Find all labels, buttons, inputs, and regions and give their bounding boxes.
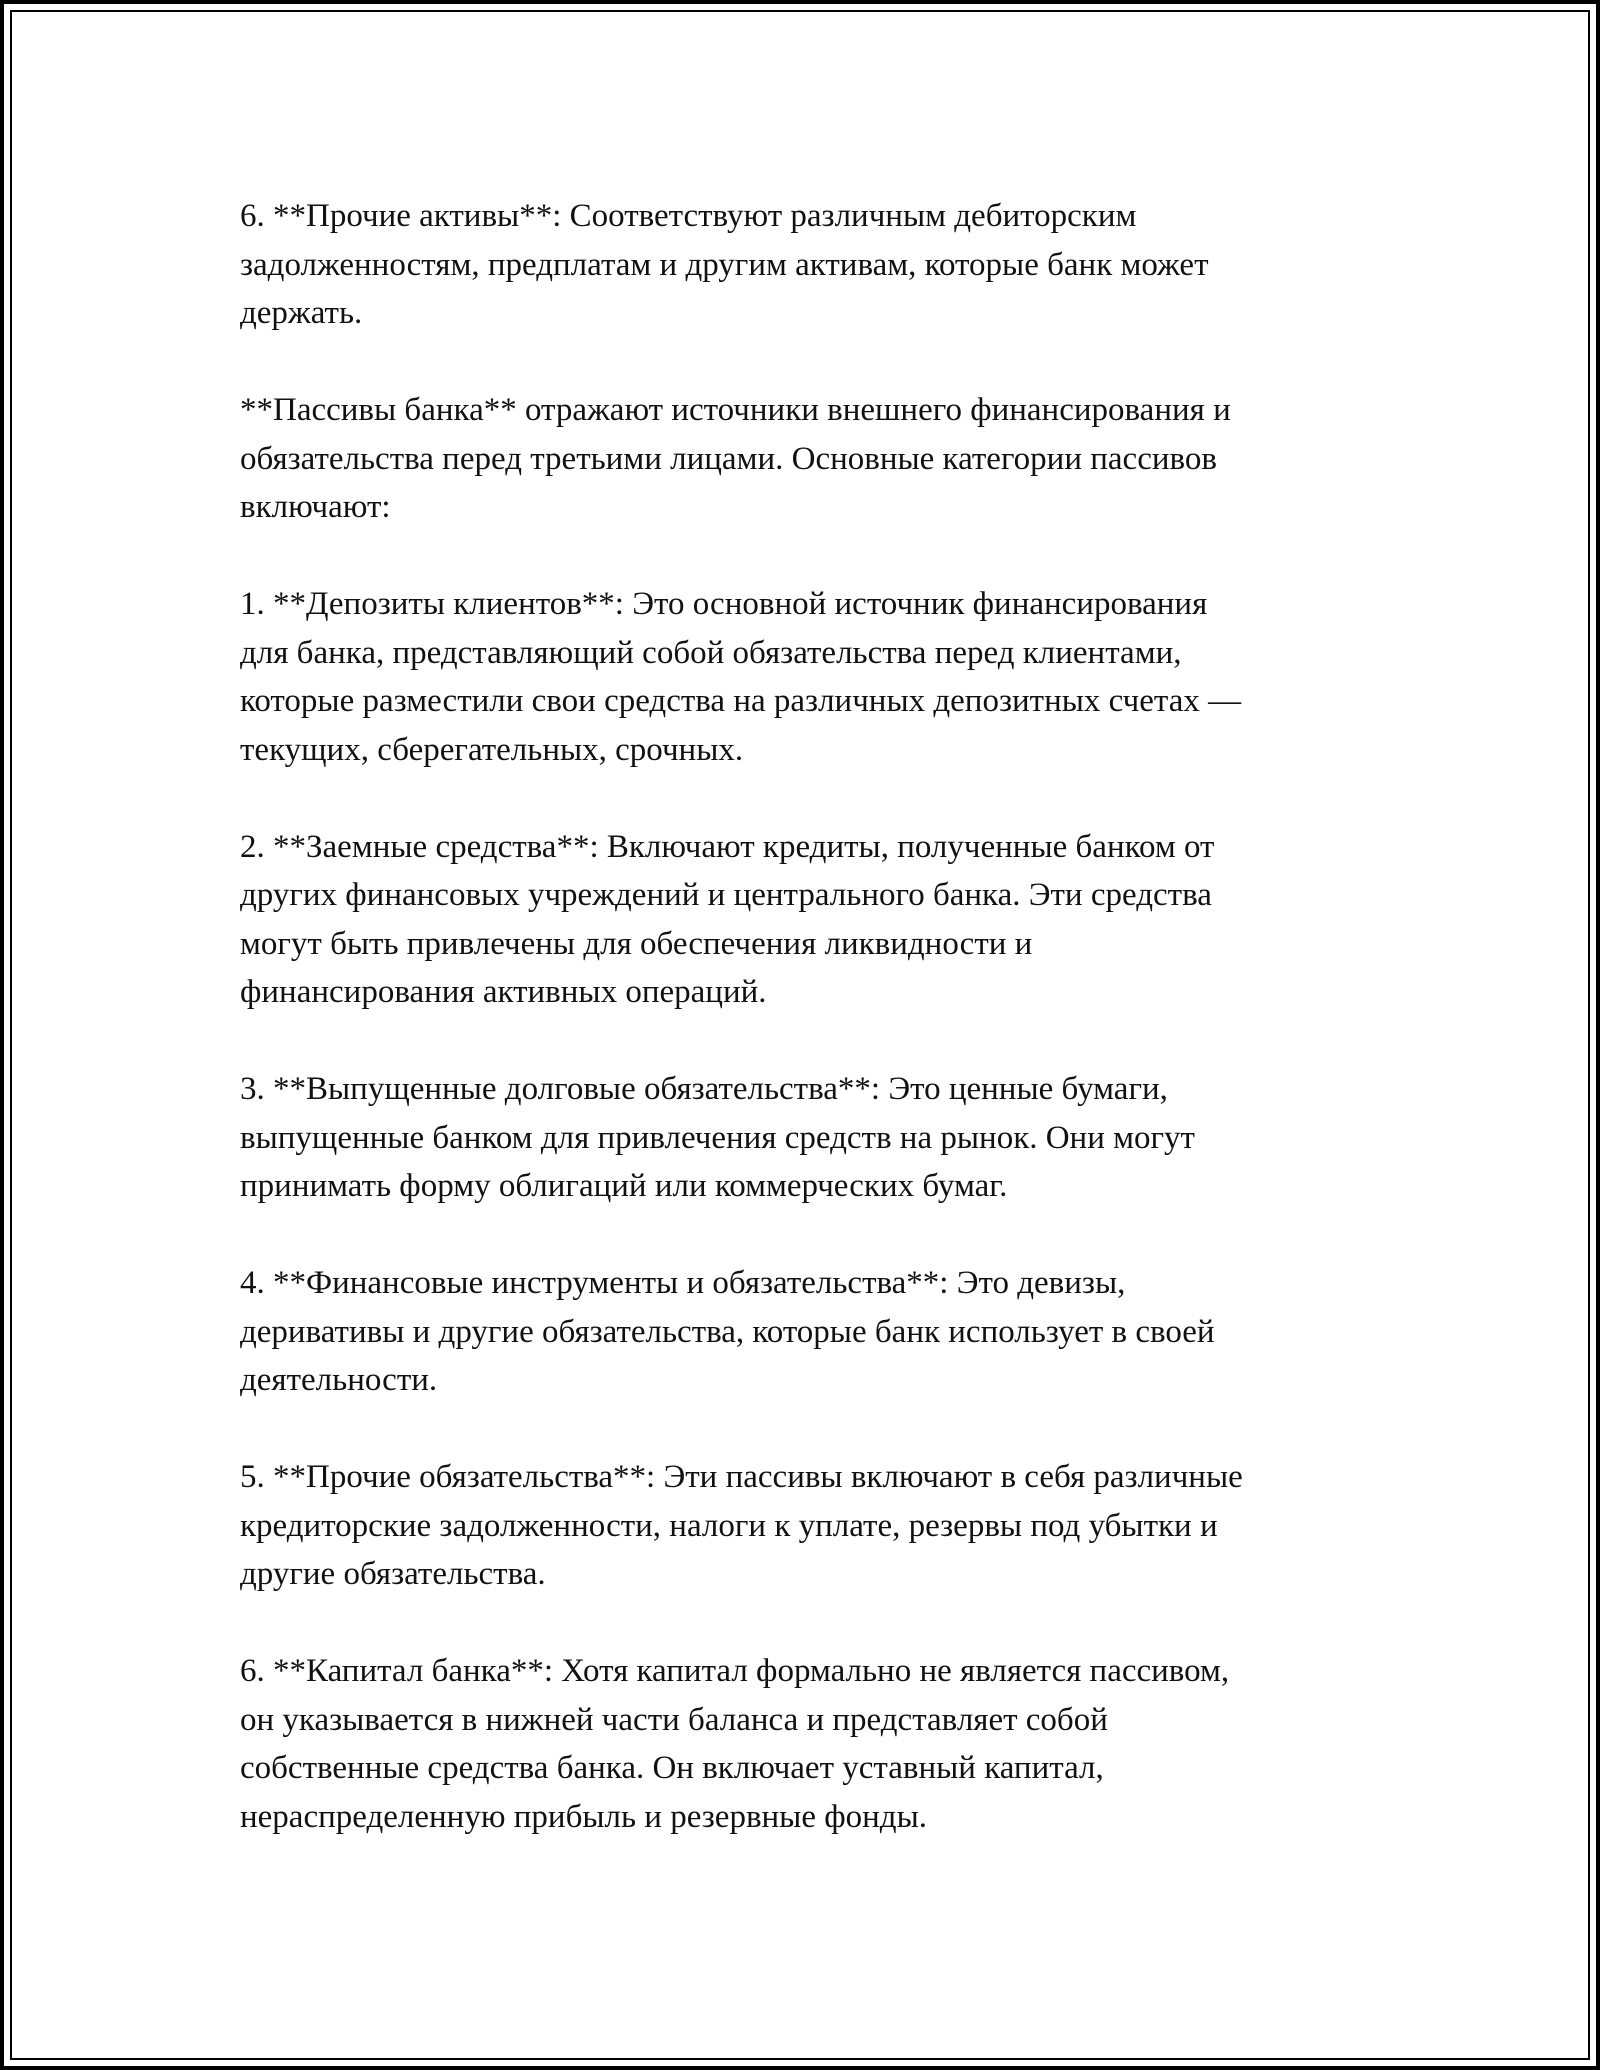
- document-body: [240, 192, 1370, 1890]
- paragraph-financial-instruments: 4. **Финансовые инструменты и обязательства**: Это девизы, деривативы и другие обязательства, которые банк использует в своей деятельности.: [240, 1265, 1215, 1398]
- paragraph-borrowed-funds: 2. **Заемные средства**: Включают кредиты, полученные банком от других финансовых учреждений и центрального банка. Эти средства могут быть привлечены для обеспечения ликвидности и финансирования активных операций.: [240, 828, 1215, 1010]
- paragraph-liabilities-intro: **Пассивы банка** отражают источники внешнего финансирования и обязательства перед третьими лицами. Основные категории пассивов включают:: [240, 392, 1231, 525]
- paragraph-other-assets: 6. **Прочие активы**: Соответствуют различным дебиторским задолженностям, предплатам и другим активам, которые банк может держать.: [240, 198, 1209, 331]
- paragraph-bank-capital: 6. **Капитал банка**: Хотя капитал формально не является пассивом, он указывается в нижней части баланса и представляет собой собственные средства банка. Он включает уставный капитал, нераспределенную прибыль и резервные фонды.: [240, 1653, 1230, 1835]
- paragraph-issued-debt: 3. **Выпущенные долговые обязательства**: Это ценные бумаги, выпущенные банком для привлечения средств на рынок. Они могут принимать форму облигаций или коммерческих бумаг.: [240, 1071, 1195, 1204]
- paragraph-other-liabilities: 5. **Прочие обязательства**: Эти пассивы включают в себя различные кредиторские задолженности, налоги к уплате, резервы под убытки и другие обязательства.: [240, 1459, 1243, 1592]
- paragraph-client-deposits: 1. **Депозиты клиентов**: Это основной источник финансирования для банка, представляющий собой обязательства перед клиентами, которые разместили свои средства на различных депозитных счетах — текущих, сберегательных, срочных.: [240, 586, 1242, 768]
